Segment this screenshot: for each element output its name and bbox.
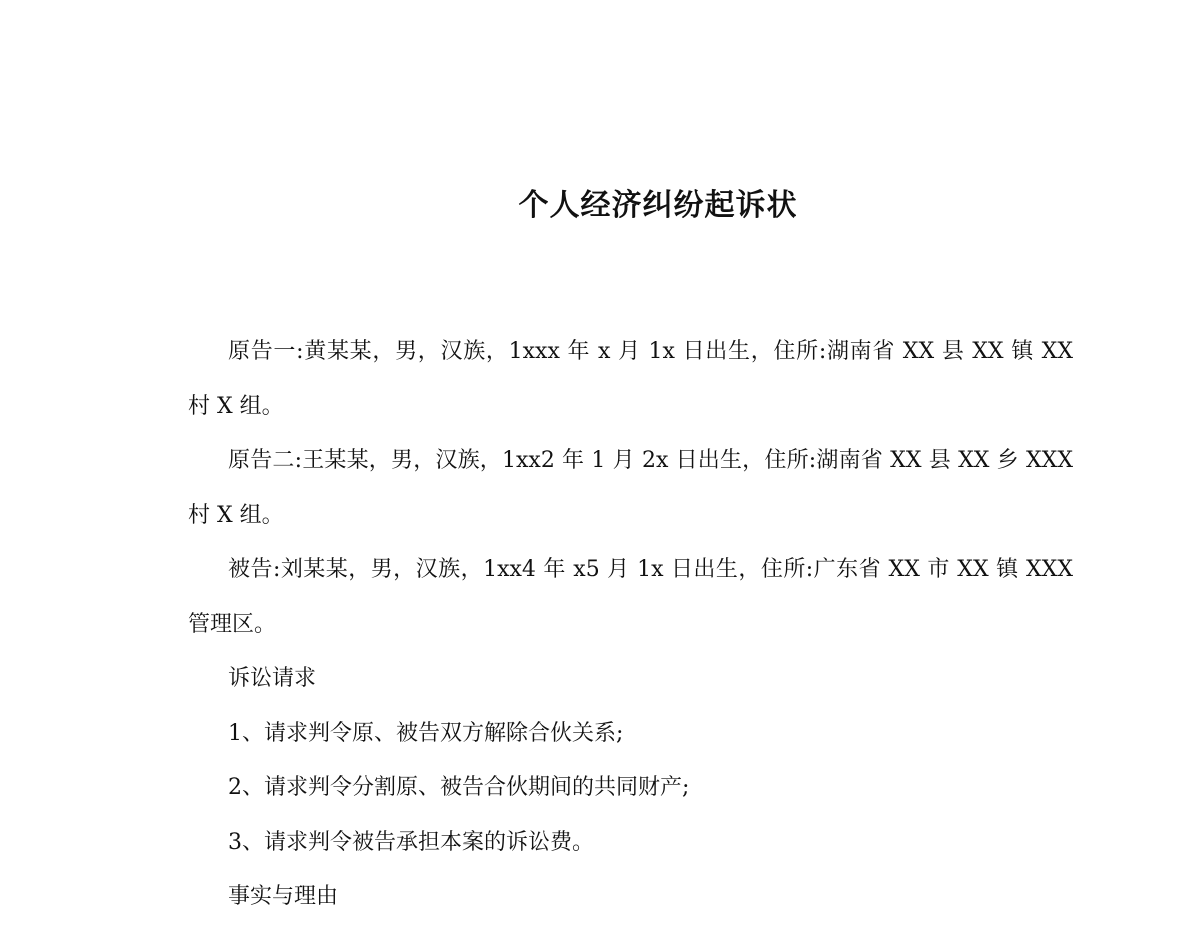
claim-item: 1、请求判令原、被告双方解除合伙关系; [228,720,624,746]
claims-heading: 诉讼请求 [228,666,317,691]
document-title: 个人经济纠纷起诉状 [518,188,798,223]
plaintiff-two-paragraph: 原告二:王某某，男，汉族，1xx2 年 1 月 2x 日出生，住所:湖南省 XX 县 XX 乡 XXX 村 X 组。 [188,448,1073,528]
plaintiff-one-paragraph: 原告一:黄某某，男，汉族，1xxx 年 x 月 1x 日出生，住所:湖南省 XX 县 XX 镇 XX 村 X 组。 [188,339,1073,419]
defendant-paragraph: 被告:刘某某，男，汉族，1xx4 年 x5 月 1x 日出生，住所:广东省 XX 市 XX 镇 XXX 管理区。 [188,557,1073,637]
claim-item: 2、请求判令分割原、被告合伙期间的共同财产; [228,775,690,800]
claim-item: 3、请求判令被告承担本案的诉讼费。 [228,829,594,855]
facts-heading: 事实与理由 [228,884,339,909]
document-body [188,325,1073,925]
